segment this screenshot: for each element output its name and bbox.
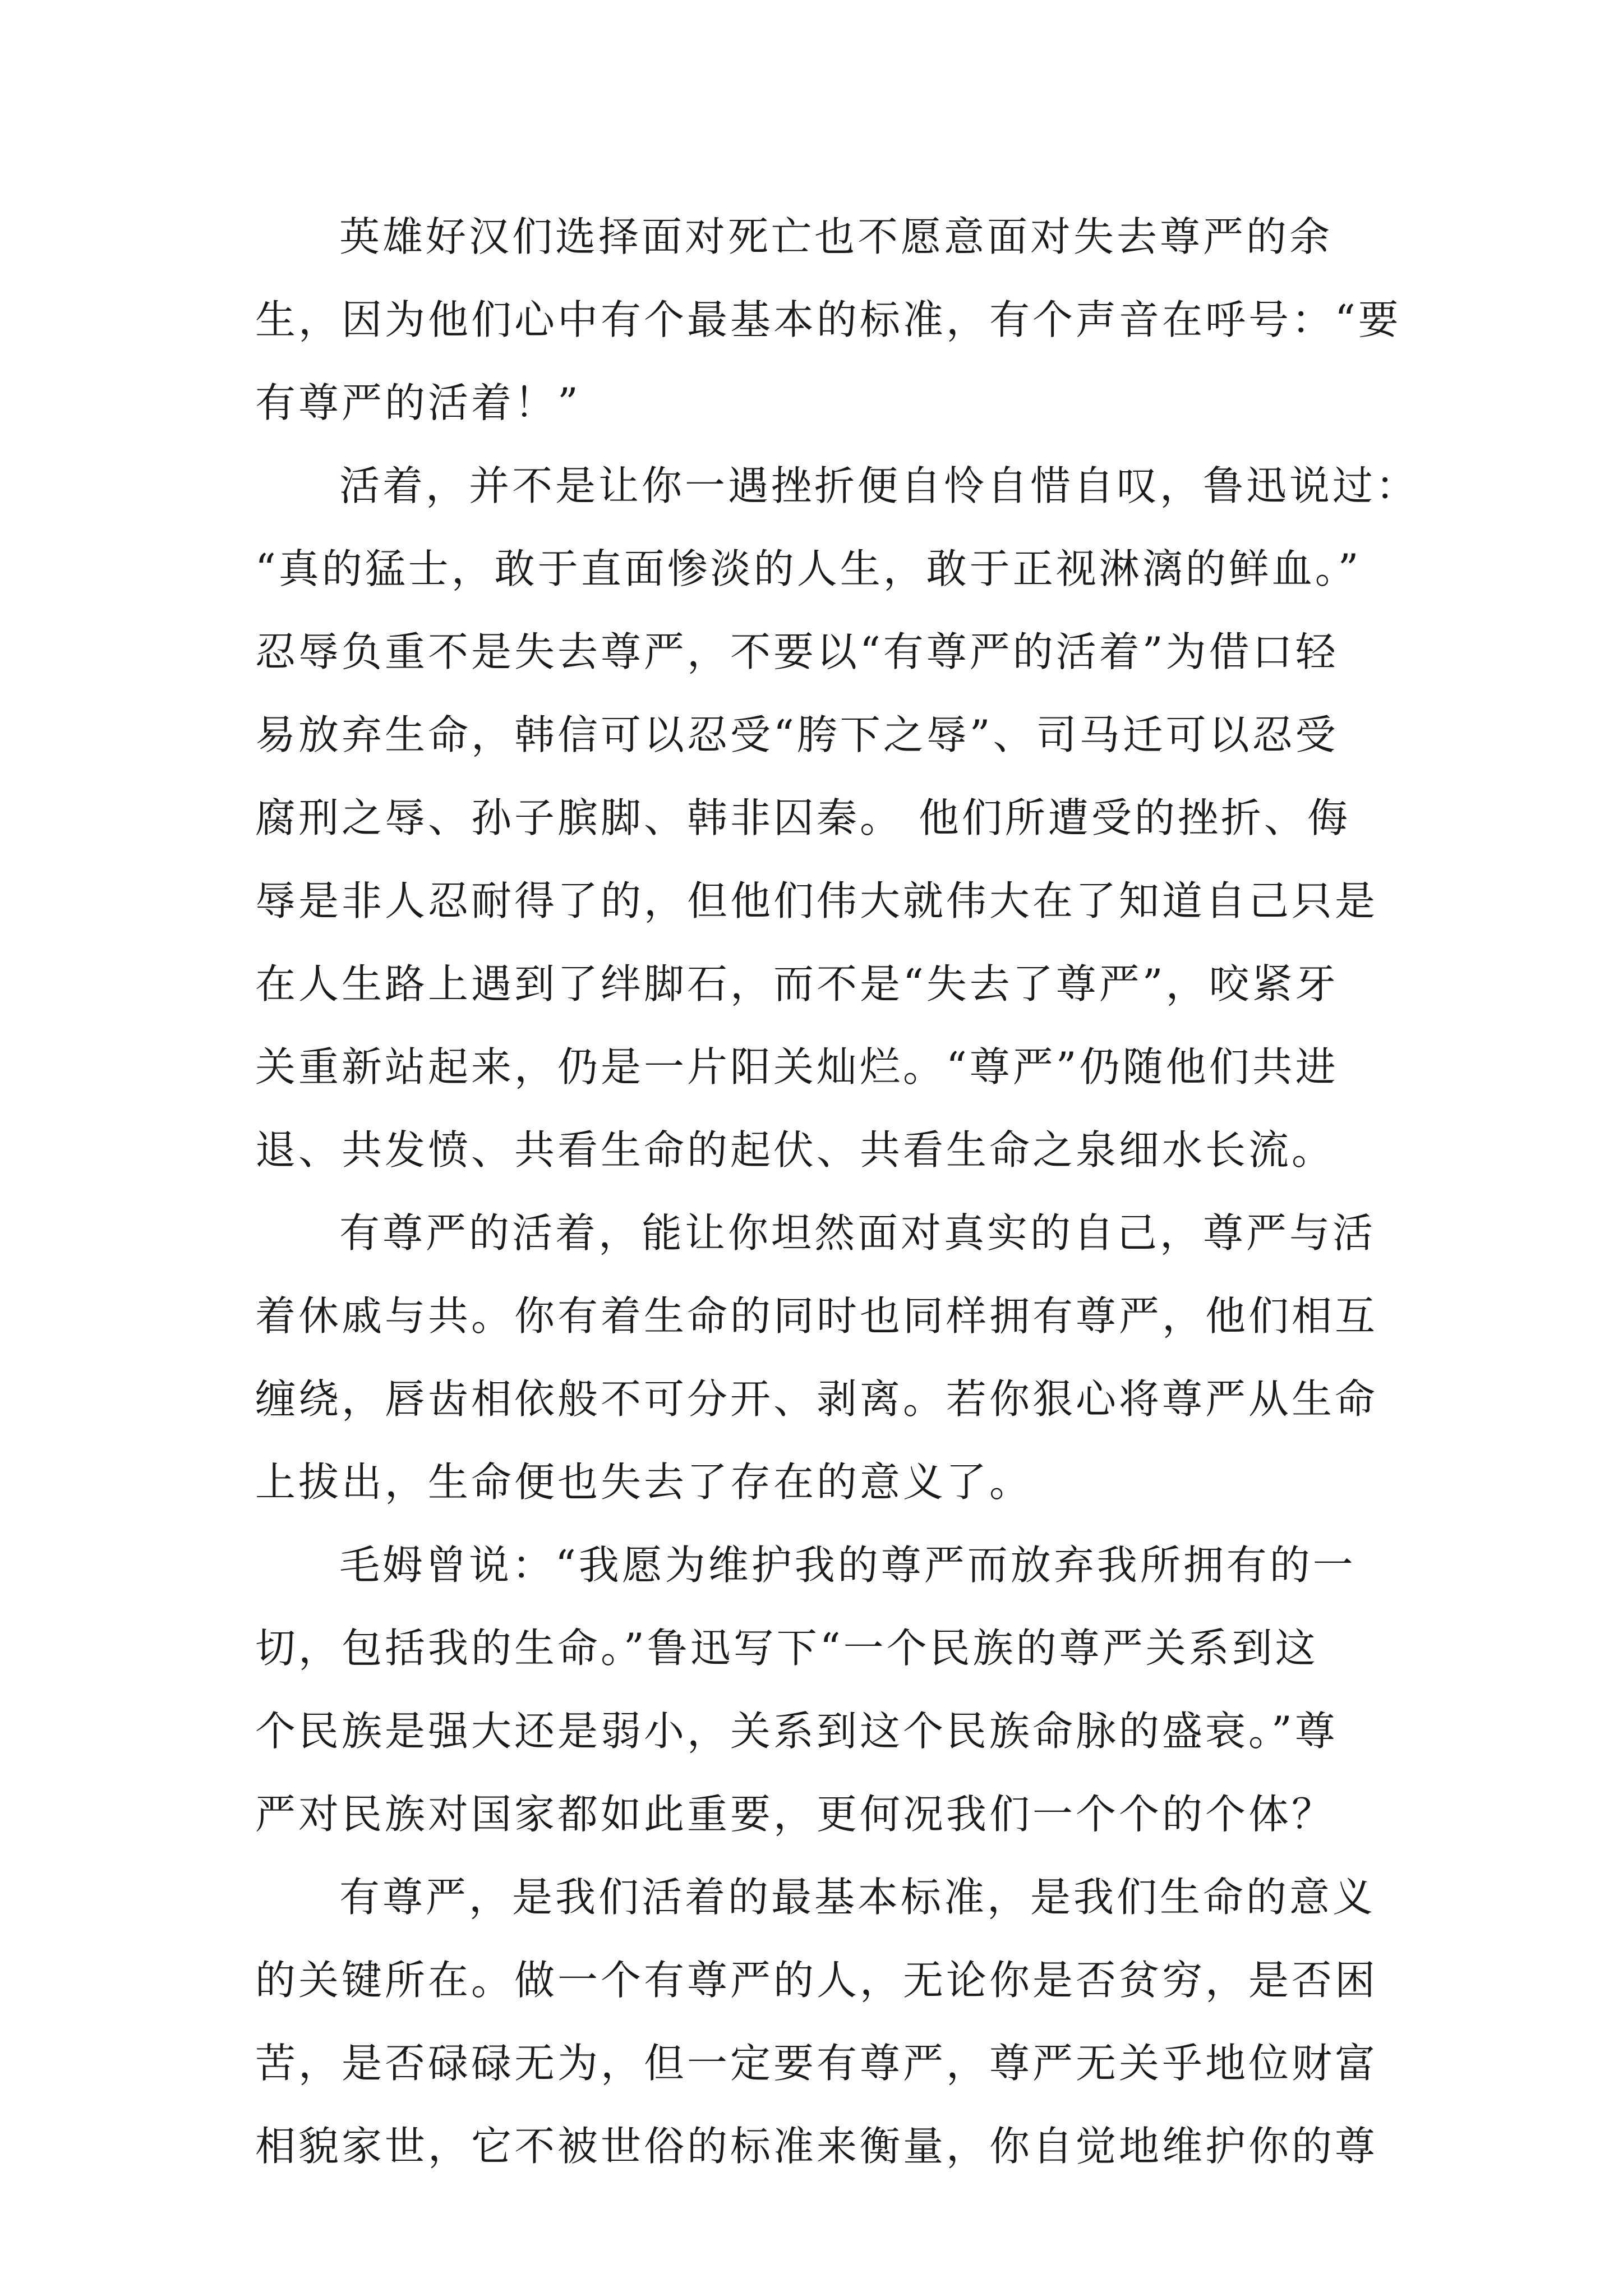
- paragraph-2-line-1: 活着，并不是让你一遇挫折便自怜自惜自叹，鲁迅说过：: [339, 462, 1419, 509]
- paragraph-3-line-2: 着休戚与共。你有着生命的同时也同样拥有尊严，他们相互: [255, 1292, 1378, 1340]
- paragraph-5-line-4: 相貌家世，它不被世俗的标准来衡量，你自觉地维护你的尊: [255, 2123, 1378, 2170]
- paragraph-3-line-3: 缠绕，唇齿相依般不可分开、剥离。若你狠心将尊严从生命: [255, 1375, 1378, 1423]
- paragraph-1-line-3: 有尊严的活着！”: [255, 379, 581, 426]
- paragraph-1-line-2: 生，因为他们心中有个最基本的标准，有个声音在呼号：“要: [255, 296, 1401, 343]
- paragraph-4-line-2: 切，包括我的生命。”鲁迅写下“一个民族的尊严关系到这: [255, 1625, 1318, 1672]
- paragraph-4-line-1: 毛姆曾说：“我愿为维护我的尊严而放弃我所拥有的一: [339, 1542, 1356, 1589]
- paragraph-4-line-4: 严对民族对国家都如此重要，更何况我们一个个的个体？: [255, 1791, 1335, 1838]
- paragraph-2-line-4: 易放弃生命，韩信可以忍受“胯下之辱”、司马迁可以忍受: [255, 711, 1339, 758]
- paragraph-5-line-3: 苦，是否碌碌无为，但一定要有尊严，尊严无关乎地位财富: [255, 2040, 1378, 2087]
- paragraph-3-line-4: 上拔出，生命便也失去了存在的意义了。: [255, 1458, 1033, 1506]
- paragraph-3-line-1: 有尊严的活着，能让你坦然面对真实的自己，尊严与活: [339, 1209, 1376, 1257]
- paragraph-2-line-5: 腐刑之辱、孙子膑脚、韩非囚秦。 他们所遭受的挫折、侮: [255, 794, 1350, 841]
- paragraph-4-line-3: 个民族是强大还是弱小，关系到这个民族命脉的盛衰。”尊: [255, 1708, 1338, 1755]
- paragraph-5-line-2: 的关键所在。做一个有尊严的人，无论你是否贫穷，是否困: [255, 1957, 1378, 2004]
- paragraph-5-line-1: 有尊严，是我们活着的最基本标准，是我们生命的意义: [339, 1874, 1376, 1921]
- paragraph-2-line-3: 忍辱负重不是失去尊严，不要以“有尊严的活着”为借口轻: [255, 628, 1339, 675]
- paragraph-2-line-8: 关重新站起来，仍是一片阳关灿烂。“尊严”仍随他们共进: [255, 1043, 1339, 1091]
- paragraph-1-line-1: 英雄好汉们选择面对死亡也不愿意面对失去尊严的余: [339, 213, 1333, 260]
- paragraph-2-line-9: 退、共发愤、共看生命的起伏、共看生命之泉细水长流。: [255, 1126, 1335, 1174]
- paragraph-2-line-2: “真的猛士，敢于直面惨淡的人生，敢于正视淋漓的鲜血。”: [255, 545, 1362, 592]
- paragraph-2-line-6: 辱是非人忍耐得了的，但他们伟大就伟大在了知道自己只是: [255, 877, 1378, 924]
- paragraph-2-line-7: 在人生路上遇到了绊脚石，而不是“失去了尊严”，咬紧牙: [255, 960, 1339, 1007]
